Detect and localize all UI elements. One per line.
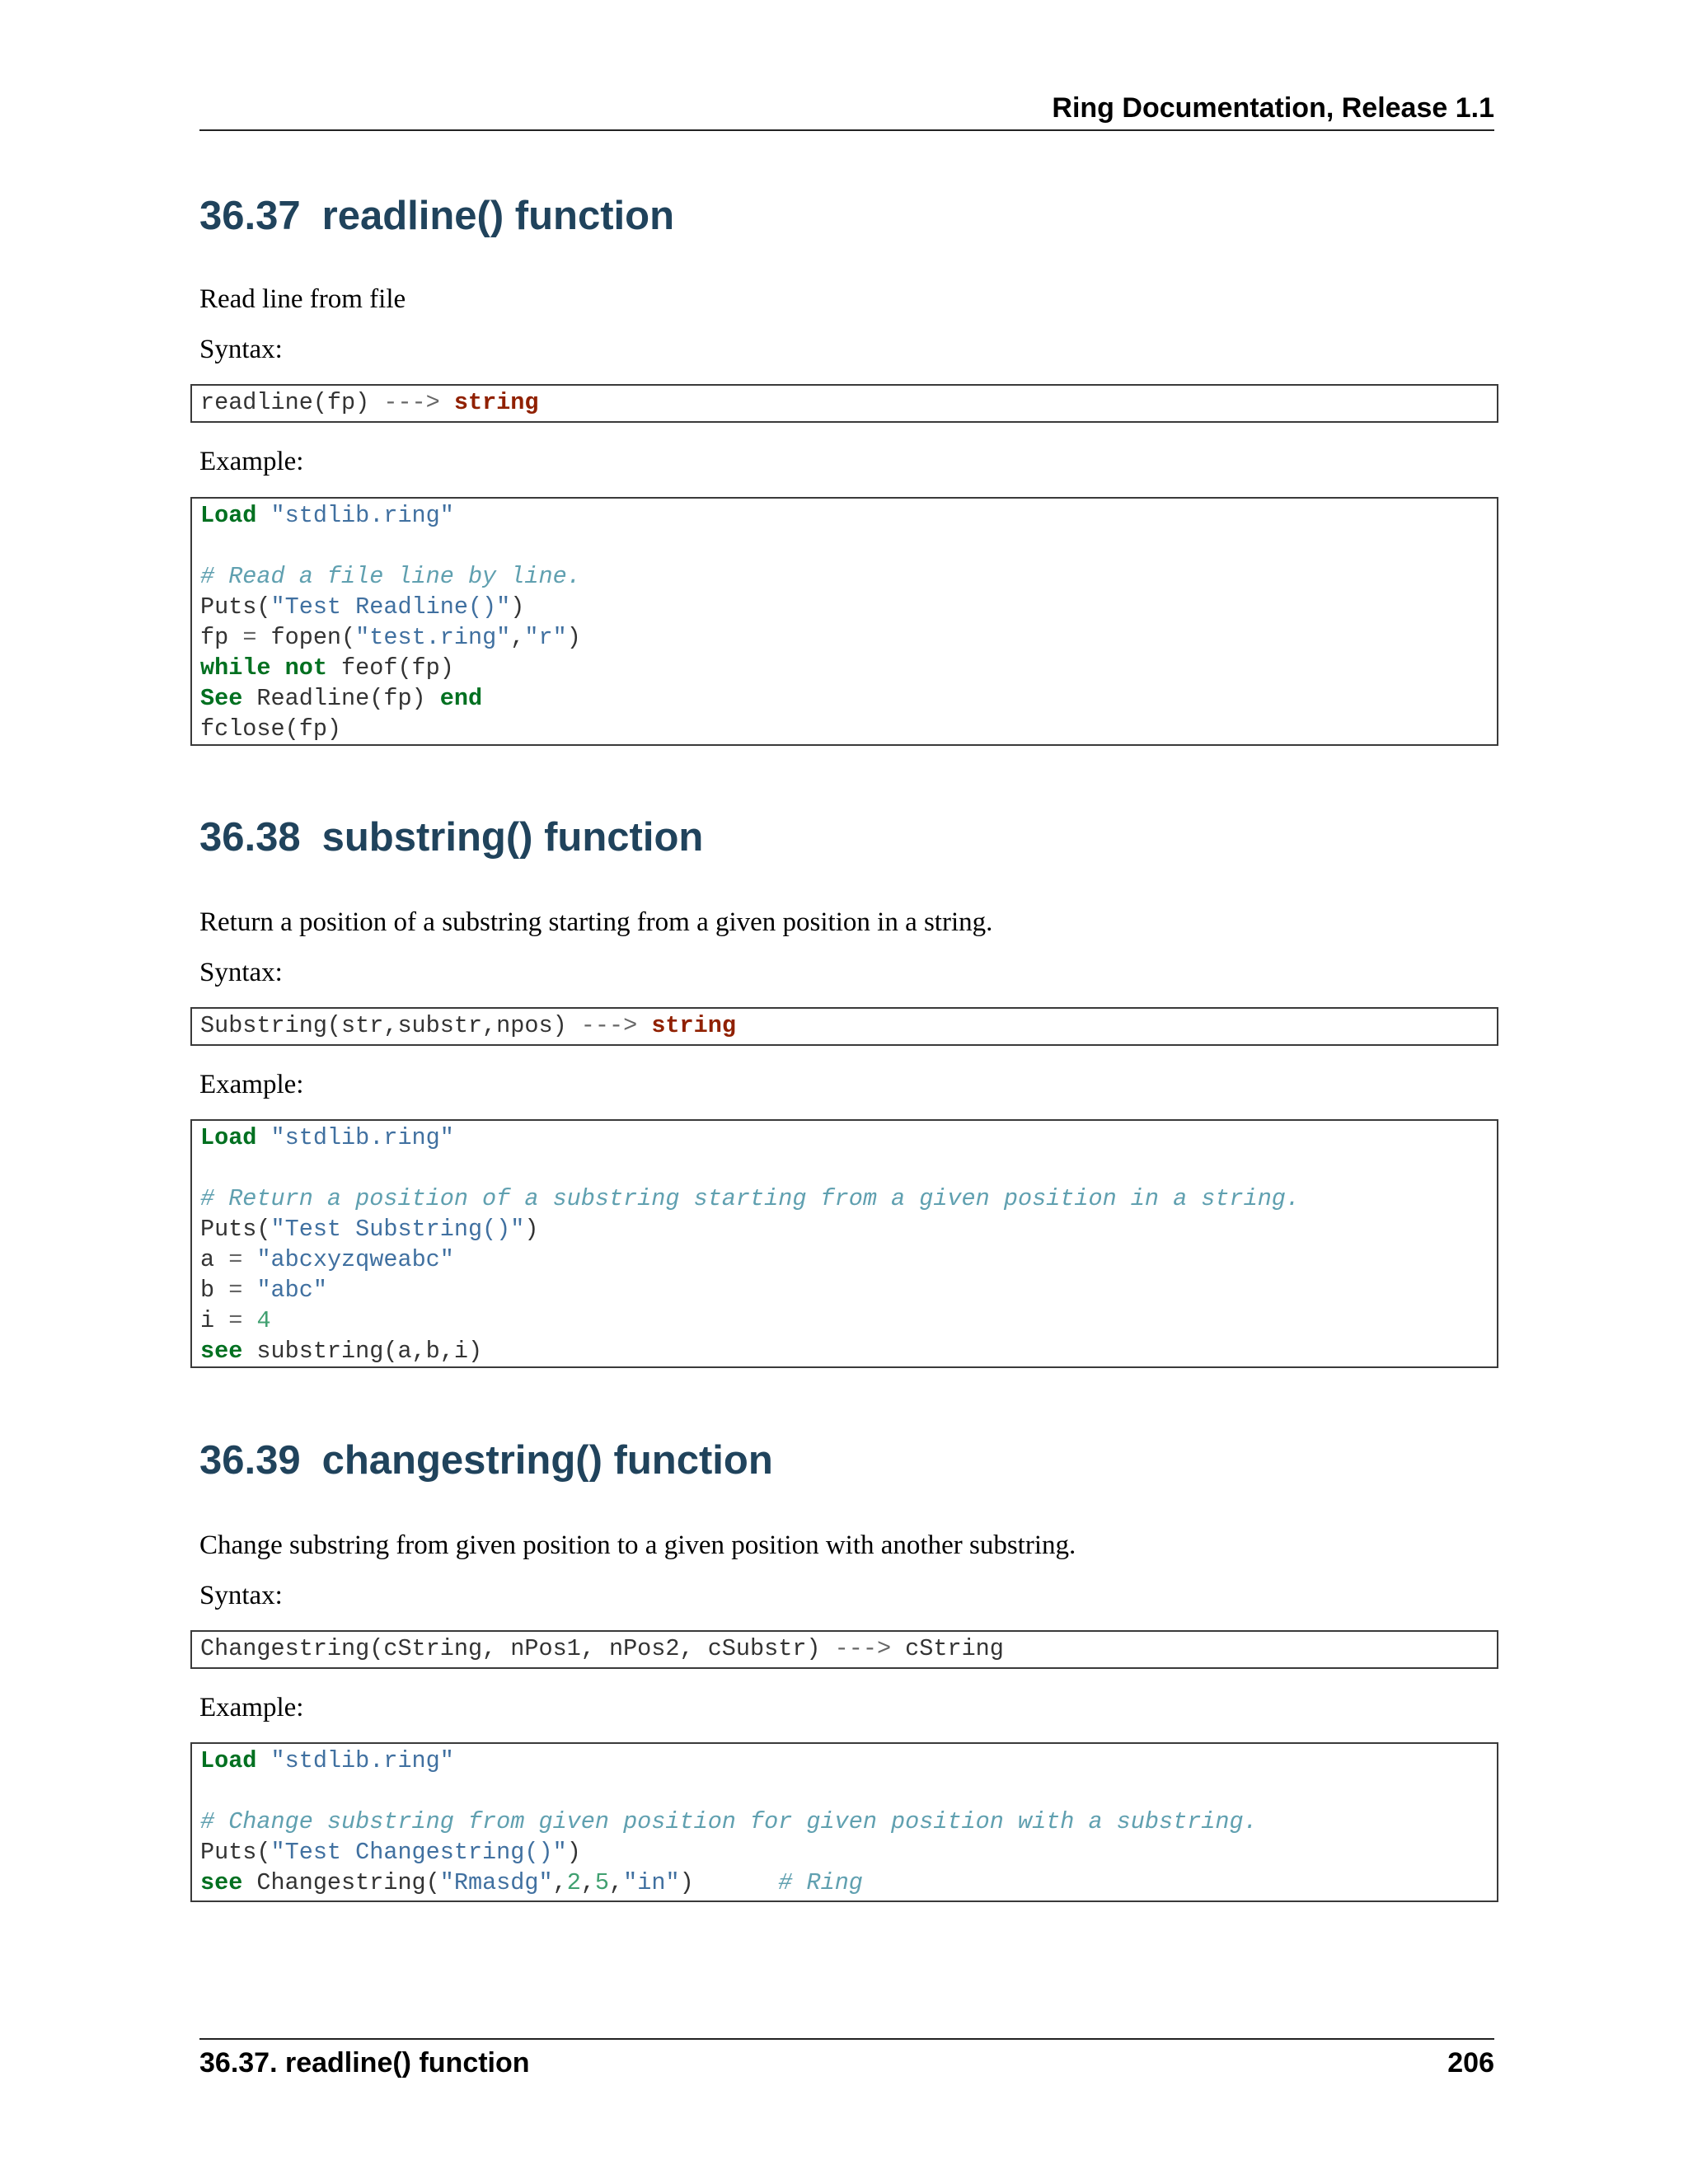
syntax-return: string (453, 389, 539, 416)
code-token: ) (510, 593, 525, 621)
code-token: i (200, 1307, 229, 1334)
syntax-arrow: ---> (834, 1635, 892, 1662)
section-description: Change substring from given position to a given position with another substring. (199, 1530, 1076, 1560)
code-token: Puts( (200, 1216, 271, 1243)
example-block-readline (190, 497, 1498, 746)
code-token: fclose(fp) (200, 715, 342, 743)
code-token: See (200, 685, 243, 712)
code-token: Load (200, 502, 257, 529)
code-token: see (200, 1338, 243, 1365)
code-token: feof(fp) (326, 654, 454, 682)
code-token: = (242, 624, 257, 651)
syntax-arrow: ---> (383, 389, 440, 416)
code-token: "Test Changestring()" (270, 1839, 567, 1866)
example-block-substring (190, 1119, 1498, 1368)
code-token: a (200, 1246, 229, 1273)
syntax-block-changestring (190, 1630, 1498, 1669)
code-token: = (228, 1307, 243, 1334)
code-token: , (609, 1869, 624, 1896)
code-token: , (510, 624, 525, 651)
code-token: , (580, 1869, 595, 1896)
code-token: ) (679, 1869, 694, 1896)
code-comment: # Change substring from given position for given position with a substring. (200, 1808, 1258, 1835)
syntax-call: Changestring(cString, nPos1, nPos2, cSubstr) (200, 1635, 821, 1662)
code-token: 5 (594, 1869, 610, 1896)
code-token: Load (200, 1124, 257, 1151)
section-description: Return a position of a substring starting from a given position in a string. (199, 907, 993, 937)
section-number: 36.38 (199, 815, 301, 860)
code-token: fp (200, 624, 243, 651)
code-token: Puts( (200, 593, 271, 621)
code-token: 2 (566, 1869, 581, 1896)
code-token: "r" (524, 624, 567, 651)
section-description: Read line from file (199, 284, 406, 314)
syntax-call: Substring(str,substr,npos) (200, 1012, 567, 1039)
code-token: = (228, 1277, 243, 1304)
example-label: Example: (199, 1070, 304, 1099)
running-footer (199, 2047, 1494, 2079)
section-heading-readline (199, 193, 674, 239)
syntax-label: Syntax: (199, 1581, 283, 1610)
code-token: "stdlib.ring" (270, 1747, 454, 1774)
code-token: "Test Readline()" (270, 593, 511, 621)
code-token: see (200, 1869, 243, 1896)
code-token: substring(a,b,i) (242, 1338, 483, 1365)
code-token: ) (524, 1216, 539, 1243)
code-token: "Rmasdg" (439, 1869, 553, 1896)
code-comment: # Read a file line by line. (200, 563, 581, 590)
code-token: , (552, 1869, 567, 1896)
code-token: Puts( (200, 1839, 271, 1866)
syntax-arrow: ---> (580, 1012, 638, 1039)
code-comment: # Return a position of a substring starting from a given position in a string. (200, 1185, 1301, 1212)
code-token: ) (566, 1839, 581, 1866)
code-token: "abcxyzqweabc" (256, 1246, 454, 1273)
example-block-changestring (190, 1742, 1498, 1902)
syntax-return: cString (905, 1635, 1004, 1662)
syntax-label: Syntax: (199, 958, 283, 987)
code-token: "in" (623, 1869, 680, 1896)
code-token: "abc" (256, 1277, 327, 1304)
code-token: Readline(fp) (242, 685, 440, 712)
code-token: "stdlib.ring" (270, 502, 454, 529)
code-token: Load (200, 1747, 257, 1774)
section-heading-changestring (199, 1437, 773, 1483)
syntax-label: Syntax: (199, 335, 283, 364)
header-rule (199, 129, 1494, 131)
code-token: 4 (256, 1307, 271, 1334)
code-token: while (200, 654, 271, 682)
syntax-call: readline(fp) (200, 389, 370, 416)
code-token: "Test Substring()" (270, 1216, 525, 1243)
code-token: "test.ring" (355, 624, 511, 651)
code-comment: # Ring (778, 1869, 863, 1896)
code-token: ) (566, 624, 581, 651)
code-token: b (200, 1277, 229, 1304)
code-token (694, 1869, 779, 1896)
code-token: = (228, 1246, 243, 1273)
section-number: 36.39 (199, 1438, 301, 1483)
code-token: fopen( (256, 624, 356, 651)
section-number: 36.37 (199, 194, 301, 238)
example-label: Example: (199, 1693, 304, 1722)
footer-rule (199, 2038, 1494, 2040)
code-token: end (439, 685, 483, 712)
section-title: changestring() function (321, 1438, 773, 1483)
section-heading-substring (199, 814, 703, 860)
code-token: "stdlib.ring" (270, 1124, 454, 1151)
code-token: Changestring( (242, 1869, 440, 1896)
page-number: 206 (1447, 2047, 1494, 2079)
footer-section-title: 36.37. readline() function (199, 2047, 530, 2079)
code-token: not (284, 654, 327, 682)
syntax-return: string (651, 1012, 736, 1039)
syntax-block-substring (190, 1007, 1498, 1046)
running-header: Ring Documentation, Release 1.1 (1052, 92, 1494, 124)
syntax-block-readline (190, 384, 1498, 423)
section-title: substring() function (321, 815, 704, 860)
example-label: Example: (199, 447, 304, 476)
section-title: readline() function (321, 194, 675, 238)
